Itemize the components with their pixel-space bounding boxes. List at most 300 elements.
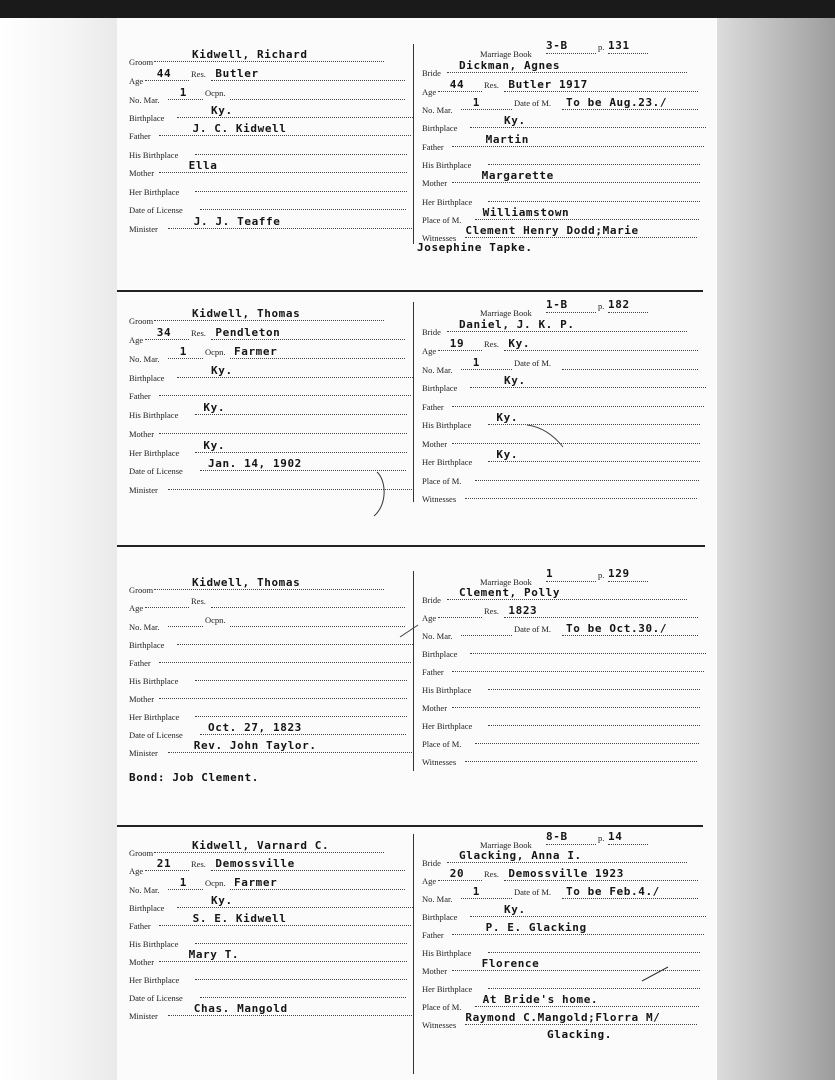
bride-name-value: Clement, Polly bbox=[459, 586, 561, 599]
groom-father-line bbox=[159, 395, 411, 396]
groom-no-mar-label: No. Mar. bbox=[129, 95, 160, 105]
groom-birthplace-label: Birthplace bbox=[129, 640, 165, 650]
groom-no-mar-second-line bbox=[230, 358, 405, 359]
groom-birthplace-row bbox=[129, 633, 164, 649]
groom-no-mar-label: No. Mar. bbox=[129, 622, 160, 632]
bride-birthplace-label: Birthplace bbox=[422, 649, 458, 659]
groom-no-mar-row bbox=[129, 615, 226, 632]
groom-no-mar-second-label: Ocpn. bbox=[205, 88, 226, 98]
bride-witnesses-line bbox=[465, 1024, 697, 1025]
bride-age-line bbox=[438, 350, 482, 351]
bride-no-mar-second-line bbox=[562, 898, 698, 899]
groom-her-birthplace-label: Her Birthplace bbox=[129, 448, 180, 458]
groom-father-line bbox=[159, 925, 411, 926]
bride-no-mar-line bbox=[461, 109, 512, 110]
bride-no-mar-label: No. Mar. bbox=[422, 365, 453, 375]
bride-his-birthplace-label: His Birthplace bbox=[422, 685, 472, 695]
bride-his-birthplace-line bbox=[488, 689, 700, 690]
groom-date-of-license-row bbox=[129, 721, 302, 740]
groom-age-label: Age bbox=[129, 76, 144, 86]
groom-her-birthplace-label: Her Birthplace bbox=[129, 187, 180, 197]
bride-her-birthplace-value: Ky. bbox=[496, 448, 519, 461]
page-value: 129 bbox=[608, 567, 630, 580]
bride-name-line bbox=[447, 599, 687, 600]
groom-age-label: Age bbox=[129, 866, 144, 876]
groom-mother-line bbox=[159, 433, 407, 434]
page-value: 14 bbox=[608, 830, 623, 843]
groom-no-mar-row bbox=[129, 876, 278, 895]
bride-father-label: Father bbox=[422, 930, 444, 940]
bride-father-value: Martin bbox=[485, 133, 529, 146]
page-label: p. bbox=[598, 833, 605, 843]
groom-minister-line bbox=[168, 228, 412, 229]
pen-mark bbox=[640, 965, 670, 989]
groom-birthplace-label: Birthplace bbox=[129, 113, 165, 123]
bride-name-label: Bride bbox=[422, 68, 441, 78]
bride-birthplace-label: Birthplace bbox=[422, 123, 458, 133]
bride-no-mar-second-value: To be Oct.30./ bbox=[566, 622, 668, 635]
column-divider bbox=[413, 571, 414, 771]
groom-date-of-license-row bbox=[129, 198, 183, 214]
groom-her-birthplace-row bbox=[129, 439, 226, 458]
groom-father-row bbox=[129, 912, 287, 931]
groom-no-mar-value: 1 bbox=[179, 345, 188, 358]
bride-age-second-value: 1823 bbox=[508, 604, 538, 617]
groom-no-mar-row bbox=[129, 86, 226, 105]
groom-his-birthplace-row bbox=[129, 143, 178, 159]
groom-father-label: Father bbox=[129, 921, 151, 931]
groom-his-birthplace-label: His Birthplace bbox=[129, 410, 179, 420]
groom-birthplace-row bbox=[129, 364, 233, 383]
groom-minister-value: Chas. Mangold bbox=[193, 1002, 288, 1015]
groom-date-of-license-label: Date of License bbox=[129, 205, 183, 215]
bride-birthplace-value: Ky. bbox=[504, 374, 526, 387]
bond-note: Bond: Job Clement. bbox=[129, 771, 260, 784]
bride-no-mar-label: No. Mar. bbox=[422, 631, 453, 641]
groom-father-label: Father bbox=[129, 658, 151, 668]
bride-name-row bbox=[422, 849, 582, 868]
bride-father-label: Father bbox=[422, 402, 444, 412]
groom-birthplace-label: Birthplace bbox=[129, 903, 165, 913]
bride-mother-row bbox=[422, 169, 554, 188]
groom-minister-label: Minister bbox=[129, 1011, 158, 1021]
witnesses-continuation: Josephine Tapke. bbox=[417, 241, 533, 254]
groom-father-row bbox=[129, 122, 287, 141]
bride-name-value: Dickman, Agnes bbox=[459, 59, 561, 72]
card-separator bbox=[117, 825, 703, 827]
bride-name-row bbox=[422, 586, 561, 605]
bride-no-mar-line bbox=[461, 898, 512, 899]
bride-witnesses-line bbox=[465, 761, 697, 762]
groom-date-of-license-line bbox=[200, 209, 406, 210]
marriage-book-value: 8-B bbox=[546, 830, 568, 843]
bride-mother-label: Mother bbox=[422, 178, 448, 188]
bride-his-birthplace-row bbox=[422, 941, 471, 957]
groom-mother-line bbox=[159, 698, 407, 699]
groom-name-label: Groom bbox=[129, 848, 154, 858]
groom-age-second-line bbox=[211, 607, 405, 608]
bride-name-row bbox=[422, 318, 575, 337]
card-separator bbox=[117, 545, 705, 547]
groom-mother-row bbox=[129, 687, 154, 703]
groom-father-line bbox=[159, 662, 411, 663]
bride-her-birthplace-label: Her Birthplace bbox=[422, 721, 473, 731]
bride-his-birthplace-row bbox=[422, 411, 519, 430]
bride-place-of-m-line bbox=[475, 480, 699, 481]
groom-father-line bbox=[159, 135, 411, 136]
bride-mother-line bbox=[452, 707, 700, 708]
marriage-book-line bbox=[546, 53, 596, 54]
bride-place-of-m-label: Place of M. bbox=[422, 476, 462, 486]
bride-his-birthplace-line bbox=[488, 952, 700, 953]
groom-her-birthplace-label: Her Birthplace bbox=[129, 975, 180, 985]
marriage-book-line bbox=[546, 312, 596, 313]
bride-father-line bbox=[452, 671, 704, 672]
groom-date-of-license-value: Jan. 14, 1902 bbox=[208, 457, 302, 470]
bride-witnesses-label: Witnesses bbox=[422, 757, 457, 767]
bride-birthplace-row bbox=[422, 114, 526, 133]
bride-place-of-m-row bbox=[422, 206, 570, 225]
groom-father-value: S. E. Kidwell bbox=[192, 912, 287, 925]
bride-age-second-value: Demossville 1923 bbox=[508, 867, 624, 880]
groom-name-label: Groom bbox=[129, 57, 154, 67]
bride-father-value: P. E. Glacking bbox=[485, 921, 587, 934]
bride-birthplace-row bbox=[422, 903, 526, 922]
bride-birthplace-value: Ky. bbox=[504, 903, 526, 916]
bride-no-mar-row bbox=[422, 885, 660, 904]
groom-no-mar-line bbox=[168, 358, 203, 359]
groom-date-of-license-row bbox=[129, 457, 302, 476]
groom-no-mar-row bbox=[129, 345, 278, 364]
groom-his-birthplace-row bbox=[129, 932, 178, 948]
bride-name-line bbox=[447, 331, 687, 332]
bride-mother-label: Mother bbox=[422, 439, 448, 449]
groom-age-value: 34 bbox=[156, 326, 172, 339]
bride-no-mar-row bbox=[422, 622, 668, 641]
groom-date-of-license-row bbox=[129, 986, 183, 1002]
bride-mother-line bbox=[452, 182, 700, 183]
bride-no-mar-label: No. Mar. bbox=[422, 894, 453, 904]
bride-no-mar-second-value: To be Feb.4./ bbox=[566, 885, 660, 898]
groom-date-of-license-line bbox=[200, 734, 406, 735]
bride-age-second-line bbox=[504, 91, 698, 92]
bride-her-birthplace-row bbox=[422, 190, 472, 206]
bride-no-mar-value: 1 bbox=[472, 885, 481, 898]
bride-age-second-line bbox=[504, 350, 698, 351]
bride-no-mar-second-line bbox=[562, 109, 698, 110]
bride-place-of-m-label: Place of M. bbox=[422, 215, 462, 225]
groom-minister-line bbox=[168, 1015, 412, 1016]
groom-birthplace-line bbox=[177, 117, 413, 118]
scan-top-edge bbox=[0, 0, 835, 18]
groom-father-label: Father bbox=[129, 131, 151, 141]
bride-his-birthplace-label: His Birthplace bbox=[422, 420, 472, 430]
groom-minister-row bbox=[129, 739, 317, 758]
groom-mother-label: Mother bbox=[129, 429, 155, 439]
groom-his-birthplace-line bbox=[195, 680, 407, 681]
groom-name-line bbox=[154, 61, 384, 62]
groom-his-birthplace-row bbox=[129, 669, 178, 685]
groom-his-birthplace-line bbox=[195, 154, 407, 155]
bride-father-row bbox=[422, 395, 444, 411]
groom-age-line bbox=[145, 80, 189, 81]
marriage-book-value: 1 bbox=[546, 567, 554, 580]
marriage-book-line bbox=[546, 844, 596, 845]
bride-witnesses-row bbox=[422, 224, 639, 243]
bride-mother-row bbox=[422, 696, 447, 712]
bride-birthplace-line bbox=[470, 916, 706, 917]
bride-father-row bbox=[422, 133, 529, 152]
groom-name-value: Kidwell, Richard bbox=[192, 48, 308, 61]
column-divider bbox=[413, 302, 414, 502]
bride-place-of-m-line bbox=[475, 1006, 699, 1007]
bride-witnesses-row bbox=[422, 1011, 661, 1030]
bride-father-line bbox=[452, 146, 704, 147]
groom-his-birthplace-label: His Birthplace bbox=[129, 939, 179, 949]
bride-age-label: Age bbox=[422, 613, 437, 623]
groom-no-mar-line bbox=[168, 626, 203, 627]
marriage-book-row bbox=[480, 298, 630, 318]
bride-mother-label: Mother bbox=[422, 703, 448, 713]
bride-his-birthplace-row bbox=[422, 678, 471, 694]
marriage-book-label: Marriage Book bbox=[480, 840, 532, 850]
groom-birthplace-value: Ky. bbox=[211, 894, 233, 907]
groom-no-mar-value: 1 bbox=[179, 86, 188, 99]
bride-no-mar-value: 1 bbox=[472, 356, 481, 369]
bride-name-row bbox=[422, 59, 561, 78]
bride-witnesses-line bbox=[465, 498, 697, 499]
groom-her-birthplace-line bbox=[195, 452, 407, 453]
bride-her-birthplace-row bbox=[422, 977, 472, 993]
page-label: p. bbox=[598, 42, 605, 52]
groom-father-row bbox=[129, 651, 151, 667]
bride-place-of-m-line bbox=[475, 219, 699, 220]
card-separator bbox=[117, 290, 703, 292]
page-line bbox=[608, 53, 648, 54]
bride-place-of-m-label: Place of M. bbox=[422, 1002, 462, 1012]
marriage-book-row bbox=[480, 830, 623, 850]
groom-age-second-label: Res. bbox=[191, 859, 206, 869]
bride-name-line bbox=[447, 72, 687, 73]
groom-age-label: Age bbox=[129, 603, 144, 613]
marriage-book-row bbox=[480, 39, 630, 59]
bride-place-of-m-line bbox=[475, 743, 699, 744]
bride-no-mar-line bbox=[461, 635, 512, 636]
pen-mark bbox=[372, 470, 392, 524]
bride-age-value: 19 bbox=[449, 337, 465, 350]
bride-father-row bbox=[422, 660, 444, 676]
bride-mother-value: Florence bbox=[481, 957, 540, 970]
bride-mother-line bbox=[452, 443, 700, 444]
groom-no-mar-second-value: Farmer bbox=[234, 345, 278, 358]
bride-mother-row bbox=[422, 432, 447, 448]
groom-name-label: Groom bbox=[129, 316, 154, 326]
groom-no-mar-second-line bbox=[230, 626, 405, 627]
bride-her-birthplace-line bbox=[488, 461, 700, 462]
bride-age-value: 44 bbox=[449, 78, 465, 91]
groom-no-mar-line bbox=[168, 889, 203, 890]
groom-date-of-license-label: Date of License bbox=[129, 993, 183, 1003]
groom-age-value: 21 bbox=[156, 857, 172, 870]
marriage-book-row bbox=[480, 567, 630, 587]
bride-age-line bbox=[438, 617, 482, 618]
bride-his-birthplace-value: Ky. bbox=[496, 411, 519, 424]
marriage-record-card bbox=[117, 296, 707, 526]
groom-age-second-line bbox=[211, 339, 405, 340]
bride-name-label: Bride bbox=[422, 595, 441, 605]
groom-minister-value: J. J. Teaffe bbox=[193, 215, 281, 228]
groom-age-row bbox=[129, 857, 295, 876]
bride-age-row bbox=[422, 867, 624, 886]
groom-mother-value: Mary T. bbox=[188, 948, 240, 961]
bride-no-mar-second-label: Date of M. bbox=[514, 624, 552, 634]
groom-date-of-license-label: Date of License bbox=[129, 466, 183, 476]
bride-age-row bbox=[422, 604, 538, 623]
groom-birthplace-line bbox=[177, 644, 413, 645]
bride-age-label: Age bbox=[422, 87, 437, 97]
bride-her-birthplace-line bbox=[488, 725, 700, 726]
groom-her-birthplace-row bbox=[129, 180, 179, 196]
marriage-book-line bbox=[546, 581, 596, 582]
groom-name-line bbox=[154, 852, 384, 853]
bride-her-birthplace-row bbox=[422, 448, 519, 467]
bride-his-birthplace-label: His Birthplace bbox=[422, 160, 472, 170]
bride-father-line bbox=[452, 406, 704, 407]
bride-witnesses-value: Raymond C.Mangold;Florra M/ bbox=[465, 1011, 661, 1024]
page-value: 131 bbox=[608, 39, 630, 52]
witnesses-continuation: Glacking. bbox=[547, 1028, 613, 1041]
scan-right-margin bbox=[717, 0, 835, 1080]
groom-age-value: 44 bbox=[156, 67, 172, 80]
groom-age-second-line bbox=[211, 870, 405, 871]
bride-birthplace-label: Birthplace bbox=[422, 383, 458, 393]
bride-her-birthplace-row bbox=[422, 714, 472, 730]
bride-father-row bbox=[422, 921, 587, 940]
bride-age-second-label: Res. bbox=[484, 869, 499, 879]
groom-birthplace-line bbox=[177, 377, 413, 378]
groom-mother-label: Mother bbox=[129, 957, 155, 967]
groom-no-mar-label: No. Mar. bbox=[129, 885, 160, 895]
groom-date-of-license-line bbox=[200, 997, 406, 998]
groom-mother-line bbox=[159, 172, 407, 173]
groom-her-birthplace-label: Her Birthplace bbox=[129, 712, 180, 722]
groom-age-line bbox=[145, 607, 189, 608]
groom-name-value: Kidwell, Varnard C. bbox=[192, 839, 330, 852]
groom-mother-row bbox=[129, 422, 154, 438]
groom-age-row bbox=[129, 326, 281, 345]
bride-name-value: Daniel, J. K. P. bbox=[459, 318, 575, 331]
groom-no-mar-second-label: Ocpn. bbox=[205, 878, 226, 888]
groom-his-birthplace-label: His Birthplace bbox=[129, 150, 179, 160]
bride-witnesses-label: Witnesses bbox=[422, 233, 457, 243]
bride-witnesses-label: Witnesses bbox=[422, 494, 457, 504]
groom-age-second-value: Pendleton bbox=[215, 326, 281, 339]
bride-no-mar-second-line bbox=[562, 635, 698, 636]
marriage-book-label: Marriage Book bbox=[480, 49, 532, 59]
groom-no-mar-second-value: Farmer bbox=[234, 876, 278, 889]
bride-no-mar-second-label: Date of M. bbox=[514, 358, 552, 368]
pen-mark bbox=[398, 623, 420, 645]
bride-his-birthplace-row bbox=[422, 153, 471, 169]
groom-age-row bbox=[129, 67, 259, 86]
groom-name-label: Groom bbox=[129, 585, 154, 595]
groom-his-birthplace-label: His Birthplace bbox=[129, 676, 179, 686]
groom-age-second-label: Res. bbox=[191, 69, 206, 79]
bride-her-birthplace-label: Her Birthplace bbox=[422, 197, 473, 207]
groom-date-of-license-label: Date of License bbox=[129, 730, 183, 740]
bride-no-mar-value: 1 bbox=[472, 96, 481, 109]
groom-father-value: J. C. Kidwell bbox=[192, 122, 287, 135]
column-divider bbox=[413, 44, 414, 244]
bride-birthplace-line bbox=[470, 387, 706, 388]
bride-mother-value: Margarette bbox=[481, 169, 554, 182]
bride-age-line bbox=[438, 880, 482, 881]
groom-name-value: Kidwell, Thomas bbox=[192, 307, 301, 320]
page-value: 182 bbox=[608, 298, 630, 311]
marriage-book-label: Marriage Book bbox=[480, 308, 532, 318]
groom-no-mar-second-label: Ocpn. bbox=[205, 615, 226, 625]
groom-minister-value: Rev. John Taylor. bbox=[193, 739, 317, 752]
bride-age-label: Age bbox=[422, 876, 437, 886]
groom-age-line bbox=[145, 870, 189, 871]
groom-minister-label: Minister bbox=[129, 485, 158, 495]
bride-no-mar-second-line bbox=[562, 369, 698, 370]
groom-birthplace-row bbox=[129, 104, 233, 123]
bride-witnesses-label: Witnesses bbox=[422, 1020, 457, 1030]
marriage-book-value: 3-B bbox=[546, 39, 568, 52]
groom-minister-row bbox=[129, 215, 281, 234]
bride-age-row bbox=[422, 337, 531, 356]
bride-age-second-line bbox=[504, 617, 698, 618]
marriage-book-value: 1-B bbox=[546, 298, 568, 311]
groom-no-mar-second-label: Ocpn. bbox=[205, 347, 226, 357]
groom-name-row bbox=[129, 48, 308, 67]
bride-his-birthplace-line bbox=[488, 424, 700, 425]
groom-her-birthplace-row bbox=[129, 705, 179, 721]
groom-birthplace-value: Ky. bbox=[211, 364, 233, 377]
groom-name-line bbox=[154, 320, 384, 321]
bride-no-mar-line bbox=[461, 369, 512, 370]
groom-age-second-line bbox=[211, 80, 405, 81]
bride-place-of-m-value: At Bride's home. bbox=[482, 993, 599, 1006]
bride-age-second-label: Res. bbox=[484, 339, 499, 349]
bride-place-of-m-row bbox=[422, 732, 461, 748]
bride-age-row bbox=[422, 78, 588, 97]
bride-birthplace-line bbox=[470, 653, 706, 654]
groom-minister-row bbox=[129, 478, 158, 494]
bride-her-birthplace-label: Her Birthplace bbox=[422, 984, 473, 994]
groom-mother-line bbox=[159, 961, 407, 962]
bride-place-of-m-row bbox=[422, 993, 599, 1012]
bride-no-mar-row bbox=[422, 96, 668, 115]
page-line bbox=[608, 581, 648, 582]
groom-his-birthplace-row bbox=[129, 401, 226, 420]
groom-name-line bbox=[154, 589, 384, 590]
groom-minister-row bbox=[129, 1002, 288, 1021]
groom-name-row bbox=[129, 839, 330, 858]
bride-no-mar-second-label: Date of M. bbox=[514, 887, 552, 897]
groom-age-row bbox=[129, 596, 206, 613]
groom-no-mar-value: 1 bbox=[179, 876, 188, 889]
groom-minister-label: Minister bbox=[129, 224, 158, 234]
page-line bbox=[608, 312, 648, 313]
groom-birthplace-label: Birthplace bbox=[129, 373, 165, 383]
groom-no-mar-line bbox=[168, 99, 203, 100]
groom-her-birthplace-line bbox=[195, 716, 407, 717]
bride-birthplace-row bbox=[422, 642, 457, 658]
bride-name-line bbox=[447, 862, 687, 863]
bride-name-value: Glacking, Anna I. bbox=[459, 849, 582, 862]
